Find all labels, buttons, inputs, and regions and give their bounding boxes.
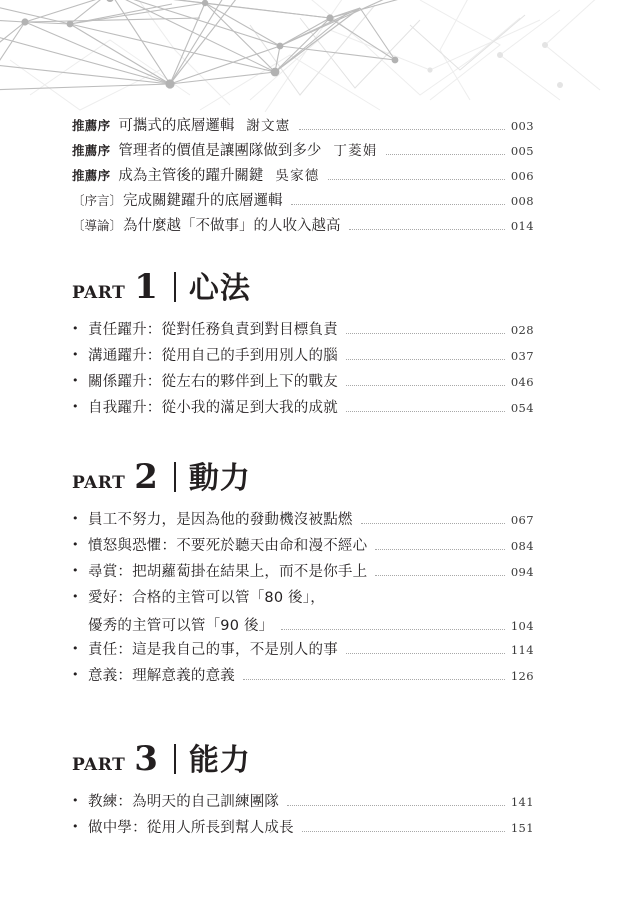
bullet-icon: •: [72, 322, 79, 335]
toc-entry[interactable]: [72, 790, 534, 816]
dot-leader: [346, 333, 505, 334]
dot-leader: [299, 129, 505, 130]
dot-leader: [346, 385, 505, 386]
toc-entry-title-continued: 優秀的主管可以管「90 後」: [88, 618, 274, 634]
front-matter-row[interactable]: [72, 189, 534, 214]
page-number: 114: [510, 643, 534, 657]
page-number: 104: [510, 619, 534, 633]
page-number: 151: [510, 821, 534, 835]
part-divider: [174, 744, 176, 774]
front-matter-row[interactable]: [72, 164, 534, 189]
part-section-3: [72, 740, 534, 842]
front-matter-title: 可攜式的底層邏輯: [118, 118, 235, 134]
page-number: 094: [510, 565, 534, 579]
toc-entry-title: 員工不努力，是因為他的發動機沒被點燃: [88, 512, 353, 528]
front-matter-title: 管理者的價值是讓團隊做到多少: [118, 143, 322, 159]
part-title: 動力: [188, 461, 251, 496]
page-number: 037: [510, 349, 534, 363]
bullet-icon: •: [72, 794, 79, 807]
page-number: 008: [510, 194, 534, 208]
page-number: 003: [510, 119, 534, 133]
front-matter-row[interactable]: [72, 114, 534, 139]
part-label: PART: [72, 473, 126, 493]
dot-leader: [386, 154, 505, 155]
front-matter-row[interactable]: [72, 214, 534, 239]
toc-entry[interactable]: [72, 638, 534, 664]
toc-entry-title: 教練：為明天的自己訓練團隊: [88, 794, 280, 810]
page-number: 046: [510, 375, 534, 389]
dot-leader: [281, 629, 504, 630]
bullet-icon: •: [72, 374, 79, 387]
dot-leader: [243, 679, 505, 680]
toc-entry[interactable]: [72, 344, 534, 370]
part-number: 1: [134, 267, 158, 307]
toc-entry[interactable]: [72, 586, 534, 638]
part-divider: [174, 272, 176, 302]
bullet-icon: •: [72, 538, 79, 551]
toc-entry-title: 做中學：從用人所長到幫人成長: [88, 820, 294, 836]
toc-entry-second-line: [72, 614, 534, 635]
page-number: 054: [510, 401, 534, 415]
dot-leader: [328, 179, 505, 180]
front-matter-row[interactable]: [72, 139, 534, 164]
toc-entry-title: 意義：理解意義的意義: [88, 668, 235, 684]
front-matter-author: 謝文憲: [246, 118, 291, 134]
front-matter-author: 吳家德: [275, 168, 320, 184]
toc-entry-title: 責任躍升：從對任務負責到對目標負責: [88, 322, 338, 338]
page-number: 006: [510, 169, 534, 183]
front-matter-list: [72, 114, 534, 239]
toc-entry[interactable]: [72, 816, 534, 842]
part-heading: [72, 267, 534, 307]
dot-leader: [302, 831, 505, 832]
toc-entry-title: 關係躍升：從左右的夥伴到上下的戰友: [88, 374, 338, 390]
toc-entry[interactable]: [72, 318, 534, 344]
toc-entry-title: 自我躍升：從小我的滿足到大我的成就: [88, 400, 338, 416]
dot-leader: [291, 204, 505, 205]
bullet-icon: •: [72, 512, 79, 525]
bullet-icon: •: [72, 348, 79, 361]
part-heading: [72, 739, 534, 779]
toc-entry[interactable]: [72, 560, 534, 586]
page-number: 141: [510, 795, 534, 809]
bullet-icon: •: [72, 820, 79, 833]
front-matter-kind: 推薦序: [72, 118, 111, 133]
part-label: PART: [72, 283, 126, 303]
page-number: 014: [510, 219, 534, 233]
dot-leader: [346, 359, 505, 360]
front-matter-kind: 推薦序: [72, 168, 111, 183]
toc-entry-title: 溝通躍升：從用自己的手到用別人的腦: [88, 348, 338, 364]
bullet-icon: •: [72, 590, 79, 603]
dot-leader: [346, 653, 505, 654]
toc-entry[interactable]: [72, 396, 534, 422]
page-number: 084: [510, 539, 534, 553]
front-matter-kind: 推薦序: [72, 143, 111, 158]
front-matter-kind: 〔序言〕: [72, 193, 123, 208]
part-number: 3: [134, 739, 158, 779]
page-number: 028: [510, 323, 534, 337]
bullet-icon: •: [72, 564, 79, 577]
dot-leader: [346, 411, 505, 412]
page-number: 067: [510, 513, 534, 527]
dot-leader: [361, 523, 505, 524]
part-number: 2: [134, 457, 158, 497]
toc-entry[interactable]: [72, 664, 534, 690]
dot-leader: [375, 549, 505, 550]
dot-leader: [287, 805, 505, 806]
toc-entry[interactable]: [72, 508, 534, 534]
bullet-icon: •: [72, 400, 79, 413]
toc-entry[interactable]: [72, 370, 534, 396]
front-matter-author: 丁菱娟: [333, 143, 378, 159]
part-divider: [174, 462, 176, 492]
part-heading: [72, 457, 534, 497]
part-title: 心法: [188, 271, 251, 306]
dot-leader: [349, 229, 505, 230]
front-matter-title: 完成關鍵躍升的底層邏輯: [123, 193, 283, 209]
toc-entry-title: 憤怒與恐懼：不要死於聽天由命和漫不經心: [88, 538, 368, 554]
front-matter-kind: 〔導論〕: [72, 218, 123, 233]
page-number: 126: [510, 669, 534, 683]
part-title: 能力: [188, 743, 251, 778]
front-matter-title: 成為主管後的躍升關鍵: [118, 168, 264, 184]
front-matter-title: 為什麼越「不做事」的人收入越高: [123, 218, 341, 234]
bullet-icon: •: [72, 668, 79, 681]
toc-entry-title: 責任：這是我自己的事，不是別人的事: [88, 642, 338, 658]
page-number: 005: [510, 144, 534, 158]
part-section-1: [72, 268, 534, 422]
bullet-icon: •: [72, 642, 79, 655]
toc-entry-title: 愛好：合格的主管可以管「80 後」，: [88, 590, 325, 606]
dot-leader: [375, 575, 505, 576]
toc-entry[interactable]: [72, 534, 534, 560]
toc-entry-title: 尋賞：把胡蘿蔔掛在結果上，而不是你手上: [88, 564, 368, 580]
part-label: PART: [72, 755, 126, 775]
part-section-2: [72, 458, 534, 690]
